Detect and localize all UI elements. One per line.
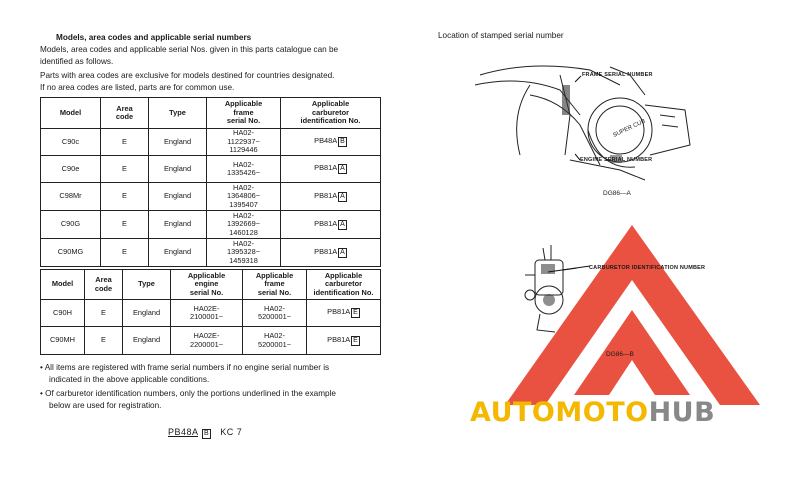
type-cell: England	[149, 156, 207, 183]
engine-serial-cell: HA02E- 2200001~	[171, 327, 243, 355]
carb-mark: B	[340, 138, 345, 145]
note-bullet: • All items are registered with frame serial numbers if no engine serial number is	[40, 363, 330, 372]
type-cell: England	[149, 239, 207, 267]
watermark-part: MOTO	[555, 397, 649, 428]
type-cell: England	[123, 327, 171, 355]
area-cell: E	[101, 156, 149, 183]
example-code: PB48A	[168, 427, 199, 437]
serial-cell: HA02- 1122937~ 1129446	[207, 129, 281, 156]
carb-example	[168, 427, 242, 439]
carb-id: PB81A	[314, 163, 338, 172]
carb-id: PB48A	[314, 136, 338, 145]
carb-id: PB81A	[314, 246, 338, 256]
carb-cell	[281, 183, 381, 211]
carb-mark: A	[340, 220, 345, 228]
frame-serial-cell: HA02- 5200001~	[243, 327, 307, 355]
watermark-part: HUB	[648, 397, 716, 428]
carb-cell	[307, 300, 381, 327]
carb-cell	[281, 211, 381, 239]
table-row	[41, 211, 381, 239]
col-header: Type	[123, 270, 171, 300]
type-cell: England	[149, 211, 207, 239]
example-suffix: KC 7	[220, 427, 243, 437]
col-header: Applicable frame serial No.	[243, 270, 307, 300]
note-line: All items are registered with frame serial numbers if no engine serial number is	[44, 363, 330, 372]
model-cell: C98Mr	[41, 183, 101, 211]
col-header: Model	[41, 270, 85, 300]
table-row	[41, 327, 381, 355]
model-cell: C90c	[41, 129, 101, 156]
type-cell: England	[149, 129, 207, 156]
carburetor-illustration	[515, 240, 585, 340]
figure-id: DG86—A	[603, 190, 631, 197]
frame-serial-label: FRAME SERIAL NUMBER	[582, 72, 653, 78]
model-cell: C90MH	[41, 327, 85, 355]
area-cell: E	[101, 129, 149, 156]
intro-line: If no area codes are listed, parts are for common use.	[40, 83, 235, 92]
example-mark: B	[204, 430, 210, 437]
intro-line: identified as follows.	[40, 57, 114, 66]
serial-cell: HA02- 1335426~	[207, 156, 281, 183]
carb-leader-line	[548, 262, 593, 274]
serial-cell: HA02- 1364806~ 1395407	[207, 183, 281, 211]
carb-cell	[307, 327, 381, 355]
right-heading: Location of stamped serial number	[438, 31, 564, 40]
svg-text:SUPER CUB: SUPER CUB	[612, 118, 647, 139]
table-header-row	[41, 270, 381, 300]
table-row	[41, 300, 381, 327]
carb-id-label: CARBURETOR IDENTIFICATION NUMBER	[589, 265, 706, 271]
table-row	[41, 183, 381, 211]
area-cell: E	[101, 211, 149, 239]
intro-line: Models, area codes and applicable serial Nos. given in this parts catalogue can be	[40, 45, 339, 54]
model-cell: C90H	[41, 300, 85, 327]
type-cell: England	[149, 183, 207, 211]
area-cell: E	[85, 327, 123, 355]
carb-id: PB81A	[314, 190, 338, 200]
engine-serial-cell: HA02E- 2100001~	[171, 300, 243, 327]
table-row	[41, 129, 381, 156]
engine-serial-label: ENGINE SERIAL NUMBER	[580, 157, 653, 163]
col-header: Applicable carburetor identification No.	[307, 270, 381, 300]
type-cell: England	[123, 300, 171, 327]
area-cell: E	[101, 239, 149, 267]
note-line: indicated in the above applicable conditions.	[49, 375, 210, 384]
model-cell: C90e	[41, 156, 101, 183]
carb-id: PB81A	[327, 334, 351, 344]
serial-cell: HA02- 1392669~ 1460128	[207, 211, 281, 239]
figure-id: DG86—B	[606, 351, 634, 358]
carb-id: PB81A	[314, 218, 338, 228]
serial-table-1	[40, 97, 381, 267]
serial-cell: HA02- 1395328~ 1459318	[207, 239, 281, 267]
col-header: Area code	[101, 98, 149, 129]
area-cell: E	[85, 300, 123, 327]
table-row	[41, 239, 381, 267]
model-cell: C90G	[41, 211, 101, 239]
col-header: Applicable carburetor identification No.	[281, 98, 381, 129]
carb-cell	[281, 156, 381, 183]
col-header: Applicable frame serial No.	[207, 98, 281, 129]
carb-id: PB81A	[327, 307, 351, 316]
area-cell: E	[101, 183, 149, 211]
note-line: below are used for registration.	[49, 401, 162, 410]
watermark-text	[470, 397, 715, 428]
col-header: Model	[41, 98, 101, 129]
col-header: Area code	[85, 270, 123, 300]
serial-table-2	[40, 269, 381, 355]
col-header: Type	[149, 98, 207, 129]
table-header-row	[41, 98, 381, 129]
table-row	[41, 156, 381, 183]
model-cell: C90MG	[41, 239, 101, 267]
watermark-part: AUTO	[470, 397, 556, 428]
carb-cell	[281, 239, 381, 267]
col-header: Applicable engine serial No.	[171, 270, 243, 300]
carb-cell	[281, 129, 381, 156]
intro-line: Parts with area codes are exclusive for models destined for countries designated.	[40, 71, 335, 80]
section-heading: Models, area codes and applicable serial numbers	[56, 33, 252, 42]
carb-mark: A	[340, 165, 345, 172]
carb-mark: A	[340, 192, 345, 200]
leader-lines	[575, 62, 685, 172]
carb-mark: E	[353, 309, 358, 316]
carb-mark: A	[340, 248, 345, 256]
frame-serial-cell: HA02- 5200001~	[243, 300, 307, 327]
note-line: Of carburetor identification numbers, only the portions underlined in the example	[45, 389, 336, 398]
note-bullet: • Of carburetor identification numbers, only the portions underlined in the example	[40, 389, 336, 398]
carb-mark: E	[353, 336, 358, 344]
